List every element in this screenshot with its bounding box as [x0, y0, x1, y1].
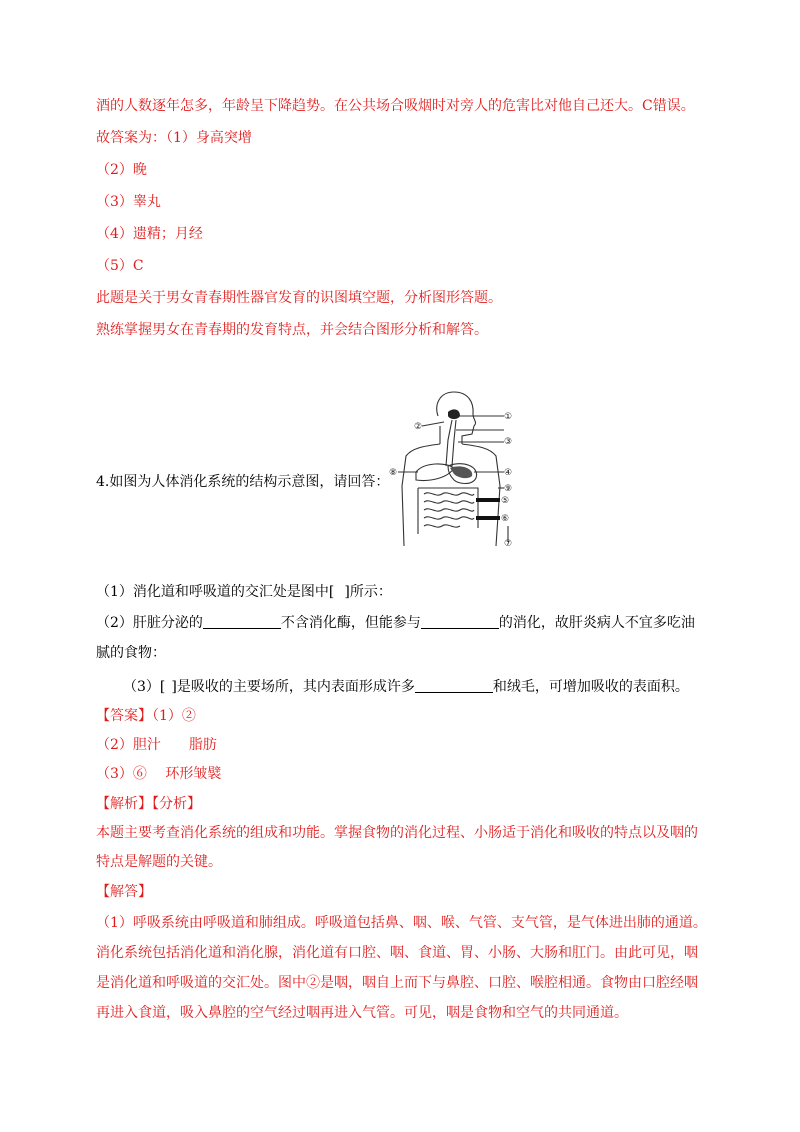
answer-blank [203, 614, 281, 629]
answer-label: 【答案】（1）② [96, 708, 196, 724]
sub-question-1 [96, 582, 392, 602]
answer-item: （3）⑥ 环形皱襞 [96, 766, 222, 782]
q2-text-b: 不含消化酶，但能参与 [280, 615, 421, 631]
label-7: ⑦ [504, 539, 513, 548]
answer-header: 故答案为：（1）身高突增 [96, 130, 252, 146]
answer-item: （4）遗精；月经 [96, 226, 203, 242]
label-1: ① [504, 412, 513, 422]
solution-text: （1）呼吸系统由呼吸道和肺组成。呼吸道包括鼻、咽、喉、气管、支气管，是气体进出肺的通道。 [96, 915, 707, 931]
digestive-system-diagram [388, 386, 518, 548]
analysis-text: 特点是解题的关键。 [96, 854, 222, 870]
sub-question-2 [96, 613, 695, 633]
summary-line: 熟练掌握男女在青春期的发育特点，并会结合图形分析和解答。 [96, 322, 488, 338]
label-5: ⑤ [501, 496, 510, 506]
summary-line: 此题是关于男女青春期性器官发育的识图填空题，分析图形答题。 [96, 290, 502, 306]
sub-question-3 [123, 677, 689, 697]
solution-text: 是消化道和呼吸道的交汇处。图中②是咽，咽自上而下与鼻腔、口腔、喉腔相通。食物由口腔经咽 [96, 975, 698, 991]
label-2: ② [414, 422, 423, 432]
answer-item: （2）胆汁 脂肪 [96, 737, 217, 753]
q3-text-a: （3）[ [123, 679, 166, 695]
label-4: ④ [504, 468, 513, 478]
q3-text-b: ]是吸收的主要场所，其内表面形成许多 [171, 679, 415, 695]
label-9: ⑨ [504, 484, 513, 494]
q1-text-b: ]所示： [344, 584, 392, 600]
answer-item: （2）晚 [96, 162, 147, 178]
answer-item: （5）C [96, 258, 144, 274]
solution-text: 消化系统包括消化道和消化腺，消化道有口腔、咽、食道、胃、小肠、大肠和肛门。由此可见，咽 [96, 945, 698, 961]
answer-item: （3）睾丸 [96, 194, 161, 210]
answer-blank [421, 614, 499, 629]
q1-text-a: （1）消化道和呼吸道的交汇处是图中[ [96, 584, 335, 600]
q3-text-c: 和绒毛，可增加吸收的表面积。 [492, 679, 689, 695]
analysis-text: 本题主要考查消化系统的组成和功能。掌握食物的消化过程、小肠适于消化和吸收的特点以及咽的 [96, 825, 698, 841]
q2-text-a: （2）肝脏分泌的 [96, 615, 203, 631]
q2-text-c: 的消化，故肝炎病人不宜多吃油 [498, 615, 695, 631]
solution-label: 【解答】 [96, 884, 152, 900]
question-stem: 4.如图为人体消化系统的结构示意图，请回答： [96, 474, 390, 490]
solution-text: 再进入食道，吸入鼻腔的空气经过咽再进入气管。可见，咽是食物和空气的共同通道。 [96, 1005, 628, 1021]
answer-blank [415, 678, 493, 693]
analysis-label: 【解析】【分析】 [96, 796, 201, 812]
sub-question-2-cont: 腻的食物： [96, 645, 166, 661]
label-8: ⑧ [389, 468, 398, 478]
label-3: ③ [504, 437, 513, 447]
label-6: ⑥ [501, 514, 510, 524]
text-line: 酒的人数逐年怎多，年龄呈下降趋势。在公共场合吸烟时对旁人的危害比对他自己还大。C错误。 [96, 98, 695, 114]
